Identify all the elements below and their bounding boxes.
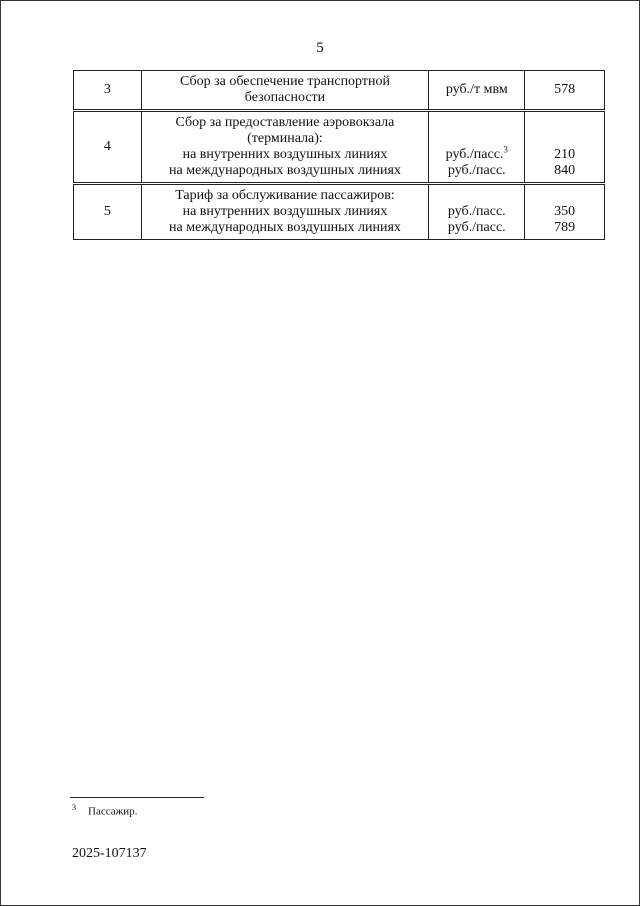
description-line: на внутренних воздушных линиях [182,147,388,162]
row-unit [429,111,525,184]
footnote-ref: 3 [503,144,508,155]
value-line: 210 [554,147,576,162]
footnote-divider [70,797,204,798]
footnote [72,803,137,818]
value-line: 789 [554,220,576,235]
row-number: 5 [74,184,142,240]
description-line: Сбор за обеспечение транспортной [179,74,390,89]
row-unit [429,71,525,111]
row-unit [429,184,525,240]
description-line: (терминала): [247,131,323,146]
page-number: 5 [316,40,324,56]
row-value [525,111,605,184]
table-row [74,111,605,184]
description-line: Тариф за обслуживание пассажиров: [175,188,395,203]
footnote-text: Пассажир. [88,805,138,818]
unit-line: руб./пасс. [447,163,506,178]
unit-line: руб./т мвм [445,82,508,97]
description-line: Сбор за предоставление аэровокзала [175,115,395,130]
fees-table [73,70,605,240]
description-line: на международных воздушных линиях [169,163,401,178]
row-value [525,71,605,111]
footnote-mark: 3 [72,803,76,812]
unit-line: руб./пасс. [447,204,506,219]
row-description [141,71,429,111]
description-line: на международных воздушных линиях [169,220,401,235]
row-description [141,111,429,184]
table-row [74,71,605,111]
document-code: 2025-107137 [72,846,147,861]
row-description [141,184,429,240]
row-number: 3 [74,71,142,111]
value-line: 578 [554,82,576,97]
table-row [74,184,605,240]
unit-line: руб./пасс. [447,220,506,235]
value-line: 350 [554,204,576,219]
unit-line: руб./пасс.$^3$ [445,144,508,162]
value-line: 840 [554,163,576,178]
row-value [525,184,605,240]
description-line: на внутренних воздушных линиях [182,204,388,219]
description-line: безопасности [244,90,326,105]
row-number: 4 [74,111,142,184]
